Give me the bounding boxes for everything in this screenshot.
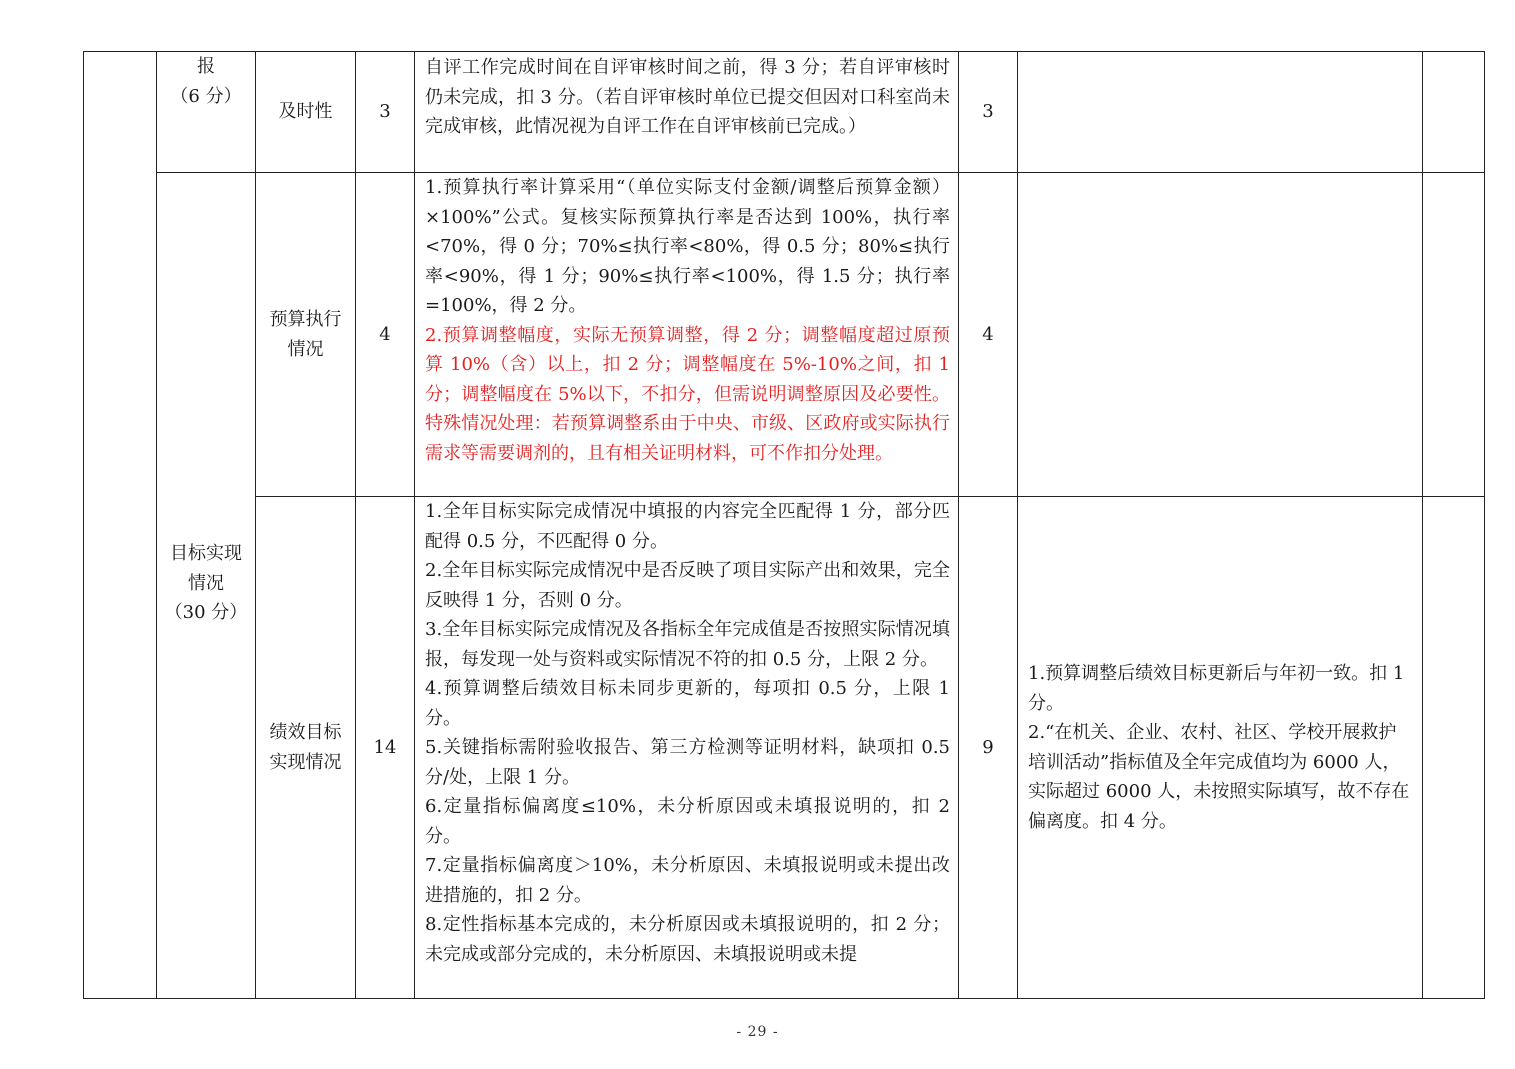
second-level-indicator-cell bbox=[157, 52, 256, 173]
full-score-cell: 14 bbox=[356, 497, 415, 999]
criteria-text-highlighted: 2.预算调整幅度，实际无预算调整，得 2 分；调整幅度超过原预算 10%（含）以上，扣 2 分；调整幅度在 5%-10%之间，扣 1 分；调整幅度在 5%以下，不扣分，但需说明调整原因及必要性。特殊情况处理：若预算调整系由于中央、市级、区政府或实际执行需求等需要调剂的，且有相关证明材料，可不作扣分处理。 bbox=[425, 324, 950, 464]
item-cell: 及时性 bbox=[256, 52, 356, 173]
category-line: 情况 bbox=[188, 572, 224, 594]
item-line: 绩效目标 bbox=[269, 722, 342, 743]
table-row bbox=[84, 497, 1485, 999]
item-cell bbox=[256, 173, 356, 497]
first-level-indicator-cell bbox=[84, 52, 157, 999]
score-cell: 3 bbox=[959, 52, 1018, 173]
item-cell bbox=[256, 497, 356, 999]
item-line: 实现情况 bbox=[269, 751, 342, 773]
page-number: - 29 - bbox=[736, 1024, 779, 1040]
criteria-text: 1.预算执行率计算采用“（单位实际支付金额/调整后预算金额）×100%”公式。复核实际预算执行率是否达到 100%，执行率<70%，得 0 分；70%≤执行率<80%，得 0.5 分；80%≤执行率<90%，得 1 分；90%≤执行率<100%，得 1.5 分；执行率=100%，得 2 分。 bbox=[425, 177, 950, 316]
second-level-indicator-cell bbox=[157, 173, 256, 999]
remarks-cell bbox=[1423, 497, 1485, 999]
category-line: 目标实现 bbox=[170, 543, 242, 564]
criteria-text: 1.全年目标实际完成情况中填报的内容完全匹配得 1 分，部分匹配得 0.5 分，不匹配得 0 分。 bbox=[425, 501, 950, 552]
evaluation-table bbox=[83, 51, 1485, 999]
full-score-cell: 3 bbox=[356, 52, 415, 173]
table-row bbox=[84, 52, 1485, 173]
category-label bbox=[157, 204, 255, 628]
criteria-text: 2.全年目标实际完成情况中是否反映了项目实际产出和效果，完全反映得 1 分，否则 0 分。 bbox=[425, 560, 950, 611]
remarks-cell bbox=[1423, 173, 1485, 497]
notes-cell bbox=[1018, 52, 1423, 173]
remarks-cell bbox=[1423, 52, 1485, 173]
score-cell: 4 bbox=[959, 173, 1018, 497]
criteria-cell bbox=[415, 52, 959, 173]
criteria-cell bbox=[415, 173, 959, 497]
criteria-cell bbox=[415, 497, 959, 999]
criteria-text: 8.定性指标基本完成的，未分析原因或未填报说明的，扣 2 分；未完成或部分完成的，未分析原因、未填报说明或未提 bbox=[425, 914, 950, 965]
notes-text: 2.“在机关、企业、农村、社区、学校开展救护培训活动”指标值及全年完成值均为 6000 人，实际超过 6000 人，未按照实际填写，故不存在偏离度。扣 4 分。 bbox=[1028, 722, 1410, 832]
item-line: 情况 bbox=[287, 338, 324, 360]
notes-cell bbox=[1018, 173, 1423, 497]
criteria-text: 自评工作完成时间在自评审核时间之前，得 3 分；若自评审核时仍未完成，扣 3 分。（若自评审核时单位已提交但因对口科室尚未完成审核，此情况视为自评工作在自评审核前已完成。） bbox=[425, 57, 950, 137]
item-line: 预算执行 bbox=[269, 309, 342, 330]
notes-text: 1.预算调整后绩效目标更新后与年初一致。扣 1 分。 bbox=[1028, 663, 1405, 714]
table-row bbox=[84, 173, 1485, 497]
category-line: 报 bbox=[197, 56, 215, 77]
score-cell: 9 bbox=[959, 497, 1018, 999]
criteria-text: 3.全年目标实际完成情况及各指标全年完成值是否按照实际情况填报，每发现一处与资料或实际情况不符的扣 0.5 分，上限 2 分。 bbox=[425, 619, 950, 670]
category-line: （6 分） bbox=[170, 85, 242, 107]
criteria-text: 6.定量指标偏离度≤10%，未分析原因或未填报说明的，扣 2 分。 bbox=[425, 796, 950, 847]
criteria-text: 5.关键指标需附验收报告、第三方检测等证明材料，缺项扣 0.5 分/处，上限 1 分。 bbox=[425, 737, 950, 788]
criteria-text: 4.预算调整后绩效目标未同步更新的，每项扣 0.5 分，上限 1 分。 bbox=[425, 678, 950, 729]
full-score-cell: 4 bbox=[356, 173, 415, 497]
category-line: （30 分） bbox=[164, 602, 248, 623]
criteria-text: 7.定量指标偏离度＞10%，未分析原因、未填报说明或未提出改进措施的，扣 2 分。 bbox=[425, 855, 950, 906]
notes-cell bbox=[1018, 497, 1423, 999]
